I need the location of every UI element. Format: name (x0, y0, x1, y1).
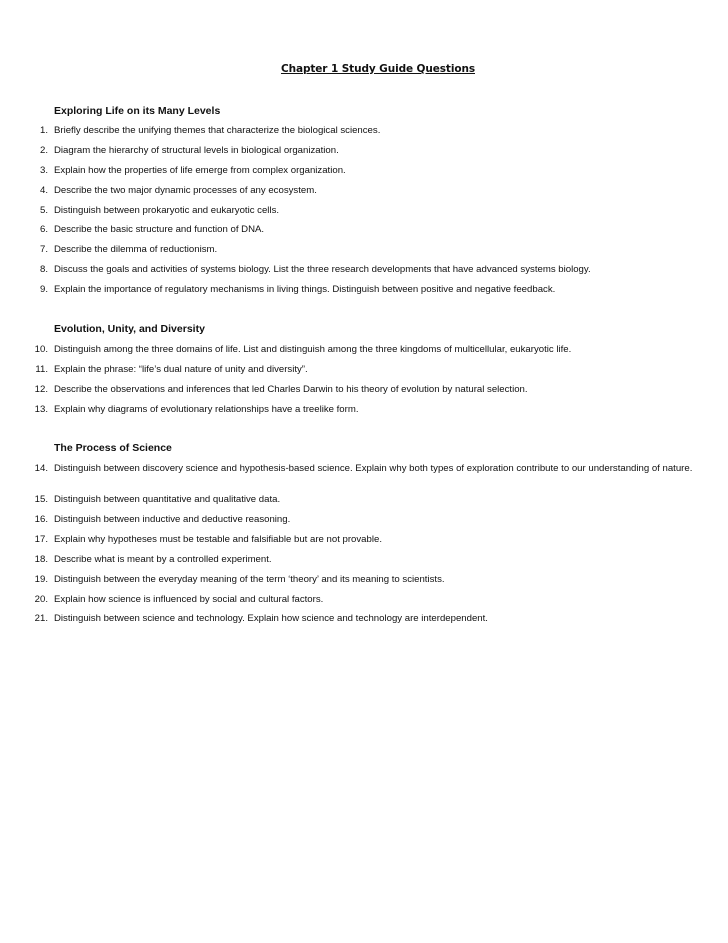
question-number: 7. (39, 244, 48, 255)
question-number: 11. (35, 364, 48, 375)
question-text: Explain how science is influenced by social and cultural factors. (54, 594, 324, 605)
question-number: 6. (39, 224, 48, 235)
question-text: Explain how the properties of life emerge from complex organization. (54, 165, 346, 176)
question-text: Explain why diagrams of evolutionary relationships have a treelike form. (54, 404, 359, 415)
question-number: 3. (39, 165, 48, 176)
question-number: 5. (39, 205, 48, 216)
question-number: 9. (39, 284, 48, 295)
question-number: 15. (34, 494, 48, 505)
question-text: Explain the importance of regulatory mechanisms in living things. Distinguish between positive and negative feedback. (54, 284, 556, 295)
question-text: Describe the two major dynamic processes of any ecosystem. (54, 185, 317, 196)
question-number: 4. (39, 185, 48, 196)
question-text: Describe the dilemma of reductionism. (54, 244, 218, 255)
question-text: Distinguish between quantitative and qualitative data. (54, 494, 281, 505)
question-number: 1. (39, 125, 48, 136)
question-text: Describe what is meant by a controlled experiment. (54, 554, 272, 565)
question-text: Briefly describe the unifying themes that characterize the biological sciences. (54, 125, 381, 136)
question-number: 20. (34, 594, 48, 605)
question-text: Diagram the hierarchy of structural levels in biological organization. (54, 145, 339, 156)
question-text: Describe the basic structure and function of DNA. (54, 224, 265, 235)
question-number: 14. (34, 463, 48, 474)
question-text: Distinguish between discovery science and hypothesis-based science. Explain why both types of exploration contribute to our understanding of nature. (54, 463, 693, 474)
question-number: 2. (39, 145, 48, 156)
question-text: Discuss the goals and activities of systems biology. List the three research developments that have advanced systems biology. (54, 264, 591, 275)
question-number: 12. (34, 384, 48, 395)
question-text: Explain why hypotheses must be testable and falsifiable but are not provable. (54, 534, 382, 545)
question-text: Distinguish between prokaryotic and eukaryotic cells. (54, 205, 280, 216)
section-heading: The Process of Science (54, 442, 172, 454)
question-number: 19. (34, 574, 48, 585)
section-heading: Evolution, Unity, and Diversity (54, 323, 205, 335)
section-heading: Exploring Life on its Many Levels (54, 105, 221, 117)
question-text: Distinguish between the everyday meaning of the term ‘theory’ and its meaning to scientists. (54, 574, 445, 585)
question-text: Distinguish among the three domains of life. List and distinguish among the three kingdoms of multicellular, eukaryotic life. (54, 344, 572, 355)
question-text: Explain the phrase: “life’s dual nature of unity and diversity”. (54, 364, 308, 375)
question-number: 18. (34, 554, 48, 565)
question-number: 16. (34, 514, 48, 525)
question-number: 13. (34, 404, 48, 415)
question-number: 17. (34, 534, 48, 545)
question-number: 8. (39, 264, 48, 275)
question-text: Describe the observations and inferences that led Charles Darwin to his theory of evolution by natural selection. (54, 384, 528, 395)
question-number: 21. (34, 613, 48, 624)
question-number: 10. (34, 344, 48, 355)
question-text: Distinguish between science and technology. Explain how science and technology are interdependent. (54, 613, 488, 624)
question-text: Distinguish between inductive and deductive reasoning. (54, 514, 291, 525)
page-title: Chapter 1 Study Guide Questions (280, 63, 475, 75)
